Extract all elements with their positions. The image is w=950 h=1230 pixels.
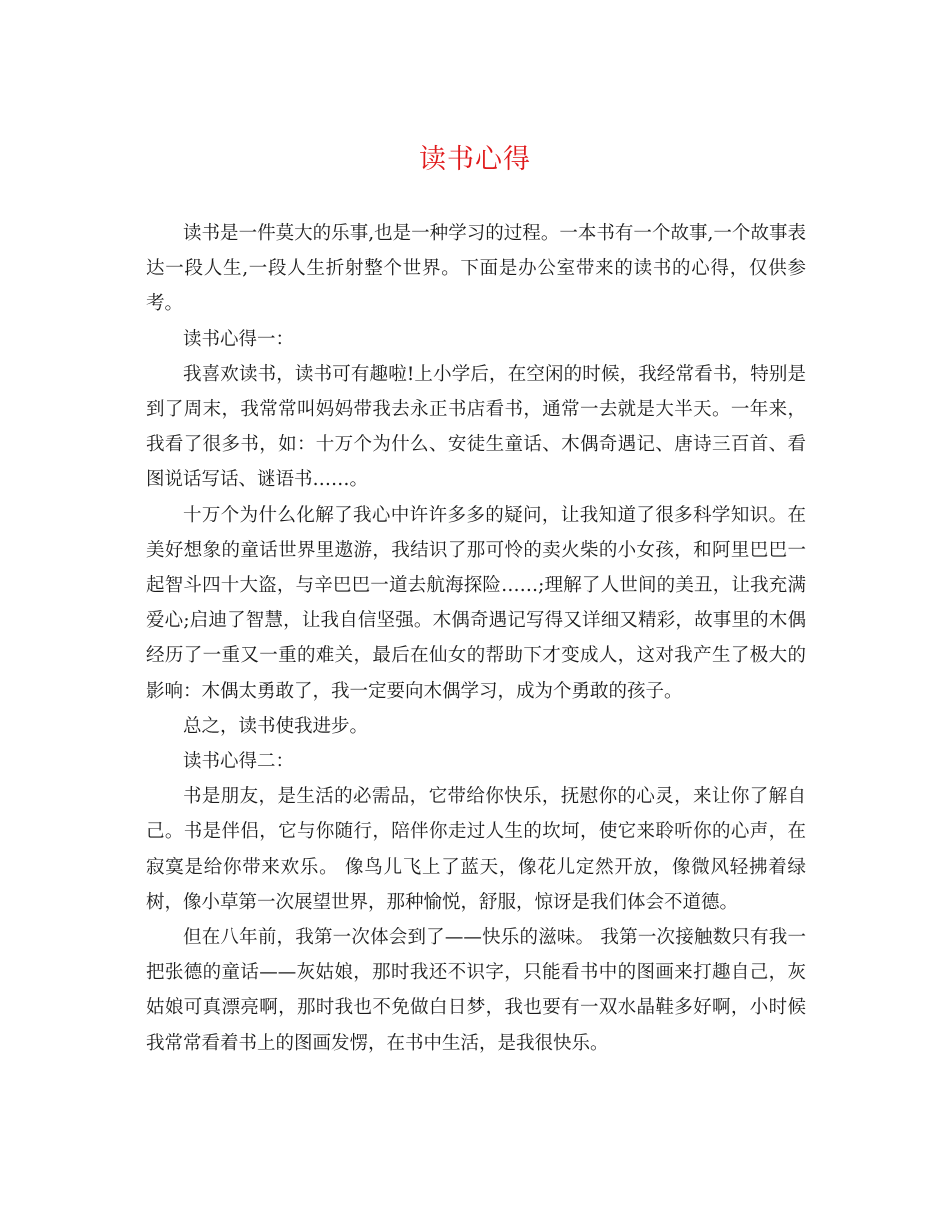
- heading-part-one: 读书心得一：: [183, 328, 295, 350]
- paragraph-conclusion: 总之，读书使我进步。: [183, 715, 369, 737]
- document-title: 读书心得: [419, 144, 531, 175]
- heading-part-two: 读书心得二：: [183, 751, 295, 773]
- paragraph-books-as-friends: 书是朋友，是生活的必需品，它带给你快乐，抚慰你的心灵，来让你了解自己。书是伴侣，它与你随行，陪伴你走过人生的坎坷，使它来聆听你的心声，在寂寞是给你带来欢乐。 像鸟儿飞上了蓝天，像花儿定然开放，像微风轻拂着绿树，像小草第一次展望世界，那种愉悦，舒服，惊讶是我们体会不道德。: [146, 786, 806, 913]
- paragraph-reading-habit: 我喜欢读书，读书可有趣啦!上小学后，在空闲的时候，我经常看书，特别是到了周末，我常常叫妈妈带我去永正书店看书，通常一去就是大半天。一年来，我看了很多书，如：十万个为什么、安徒生童话、木偶奇遇记、唐诗三百首、看图说话写话、谜语书……。: [146, 363, 806, 491]
- paragraph-book-impact: 十万个为什么化解了我心中许许多多的疑问，让我知道了很多科学知识。在美好想象的童话世界里遨游，我结识了那可怜的卖火柴的小女孩，和阿里巴巴一起智斗四十大盗，与辛巴巴一道去航海探险……;理解了人世间的美丑，让我充满爱心;启迪了智慧，让我自信坚强。木偶奇遇记写得又详细又精彩，故事里的木偶经历了一重又一重的难关，最后在仙女的帮助下才变成人，这对我产生了极大的影响：木偶太勇敢了，我一定要向木偶学习，成为个勇敢的孩子。: [146, 504, 806, 702]
- paragraph-intro: 读书是一件莫大的乐事,也是一种学习的过程。一本书有一个故事,一个故事表达一段人生,一段人生折射整个世界。下面是办公室带来的读书的心得，仅供参考。: [146, 223, 806, 315]
- paragraph-first-joy: 但在八年前，我第一次体会到了——快乐的滋味。 我第一次接触数只有我一把张德的童话——灰姑娘，那时我还不识字，只能看书中的图画来打趣自己，灰姑娘可真漂亮啊，那时我也不免做白日梦，我也要有一双水晶鞋多好啊，小时候我常常看着书上的图画发愣，在书中生活，是我很快乐。: [146, 927, 806, 1054]
- document-body: [146, 216, 806, 1061]
